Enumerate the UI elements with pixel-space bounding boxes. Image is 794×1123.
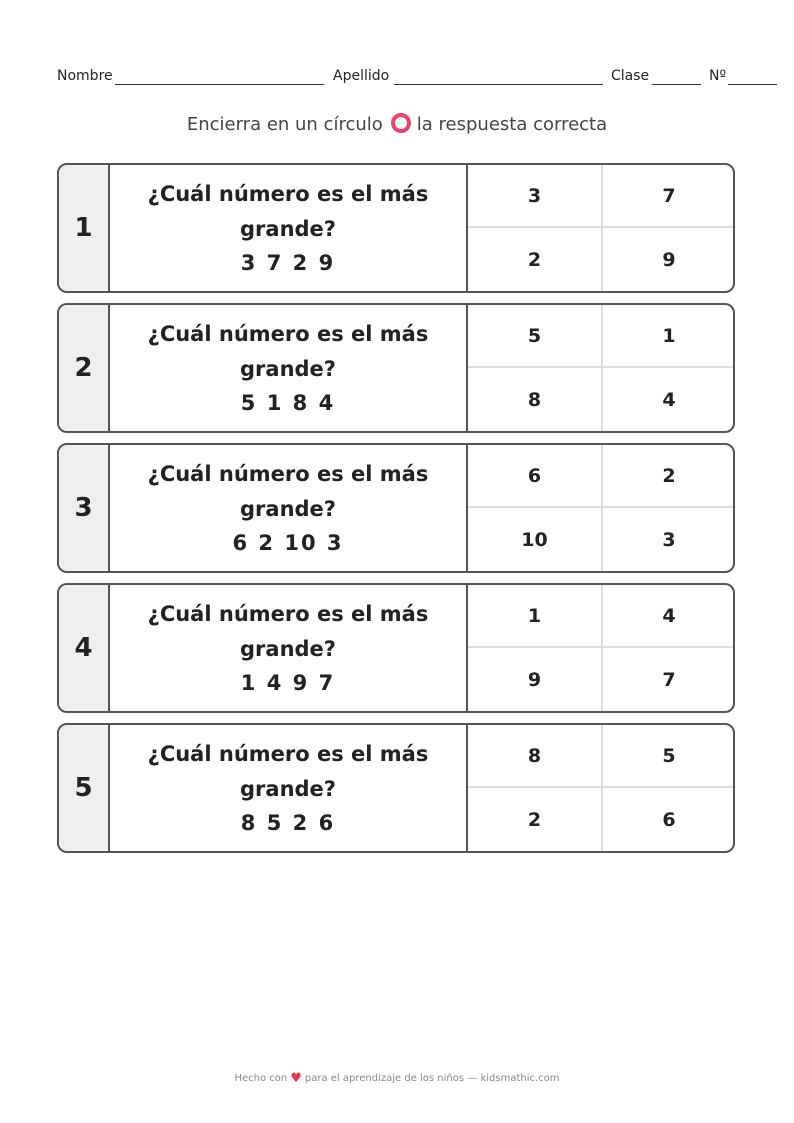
answer-option[interactable]: 4	[603, 585, 735, 648]
instruction	[0, 113, 794, 135]
question-text-cell	[110, 585, 468, 711]
instruction-text-after: la respuesta correcta	[416, 114, 608, 135]
clase-label: Clase	[611, 68, 650, 84]
answer-option[interactable]: 8	[468, 368, 603, 431]
answer-option[interactable]: 3	[662, 528, 676, 551]
question-prompt: ¿Cuál número es el más grande?	[147, 182, 429, 241]
question-prompt: ¿Cuál número es el más grande?	[147, 322, 429, 381]
question-box	[57, 583, 735, 713]
clase-field[interactable]	[652, 84, 701, 85]
circle-icon	[391, 113, 411, 133]
apellido-label: Apellido	[333, 68, 390, 84]
number-sequence: 6 2 10 3	[232, 531, 344, 555]
question-prompt: ¿Cuál número es el más grande?	[147, 462, 429, 521]
question-text-cell	[110, 725, 468, 851]
question-number: 3	[59, 445, 110, 571]
question-number: 4	[59, 585, 110, 711]
numero-label: Nº	[709, 68, 727, 84]
question-text-cell	[110, 165, 468, 291]
answer-option[interactable]: 10	[468, 508, 603, 571]
answer-option[interactable]: 2	[603, 445, 735, 508]
answer-option[interactable]: 5	[603, 725, 735, 788]
number-sequence: 3 7 2 9	[240, 251, 336, 275]
answer-option[interactable]: 5	[468, 305, 603, 368]
nombre-field[interactable]	[115, 84, 324, 85]
question-prompt: ¿Cuál número es el más grande?	[147, 742, 429, 801]
number-sequence: 5 1 8 4	[240, 391, 336, 415]
question-box	[57, 303, 735, 433]
nombre-label: Nombre	[57, 68, 113, 84]
footer	[0, 1071, 794, 1086]
question-number: 1	[59, 165, 110, 291]
answer-options	[468, 725, 735, 851]
answer-options	[468, 445, 735, 571]
answer-option[interactable]: 2	[468, 788, 603, 851]
question-box	[57, 163, 735, 293]
question-number: 5	[59, 725, 110, 851]
question-prompt: ¿Cuál número es el más grande?	[147, 602, 429, 661]
number-sequence: 1 4 9 7	[240, 671, 336, 695]
footer-text-after: para el aprendizaje de los niños — kidsmathic.com	[304, 1073, 560, 1084]
answer-option[interactable]: 8	[468, 725, 603, 788]
answer-option[interactable]: 6	[662, 808, 676, 831]
student-info-header	[57, 68, 777, 88]
footer-text-before: Hecho con	[234, 1073, 288, 1084]
answer-option[interactable]: 7	[662, 668, 676, 691]
answer-option[interactable]: 3	[468, 165, 603, 228]
heart-icon: ♥	[290, 1071, 302, 1086]
answer-option[interactable]: 6	[468, 445, 603, 508]
answer-option[interactable]: 4	[662, 388, 676, 411]
answer-options	[468, 305, 735, 431]
answer-option[interactable]: 1	[603, 305, 735, 368]
answer-option[interactable]: 9	[662, 248, 676, 271]
question-text-cell	[110, 305, 468, 431]
instruction-text-before: Encierra en un círculo	[186, 114, 383, 135]
question-box	[57, 443, 735, 573]
question-number: 2	[59, 305, 110, 431]
answer-option[interactable]: 2	[468, 228, 603, 291]
question-text-cell	[110, 445, 468, 571]
apellido-field[interactable]	[394, 84, 603, 85]
numero-field[interactable]	[728, 84, 777, 85]
answer-options	[468, 165, 735, 291]
answer-options	[468, 585, 735, 711]
question-box	[57, 723, 735, 853]
answer-option[interactable]: 7	[603, 165, 735, 228]
answer-option[interactable]: 9	[468, 648, 603, 711]
answer-option[interactable]: 1	[468, 585, 603, 648]
number-sequence: 8 5 2 6	[240, 811, 336, 835]
